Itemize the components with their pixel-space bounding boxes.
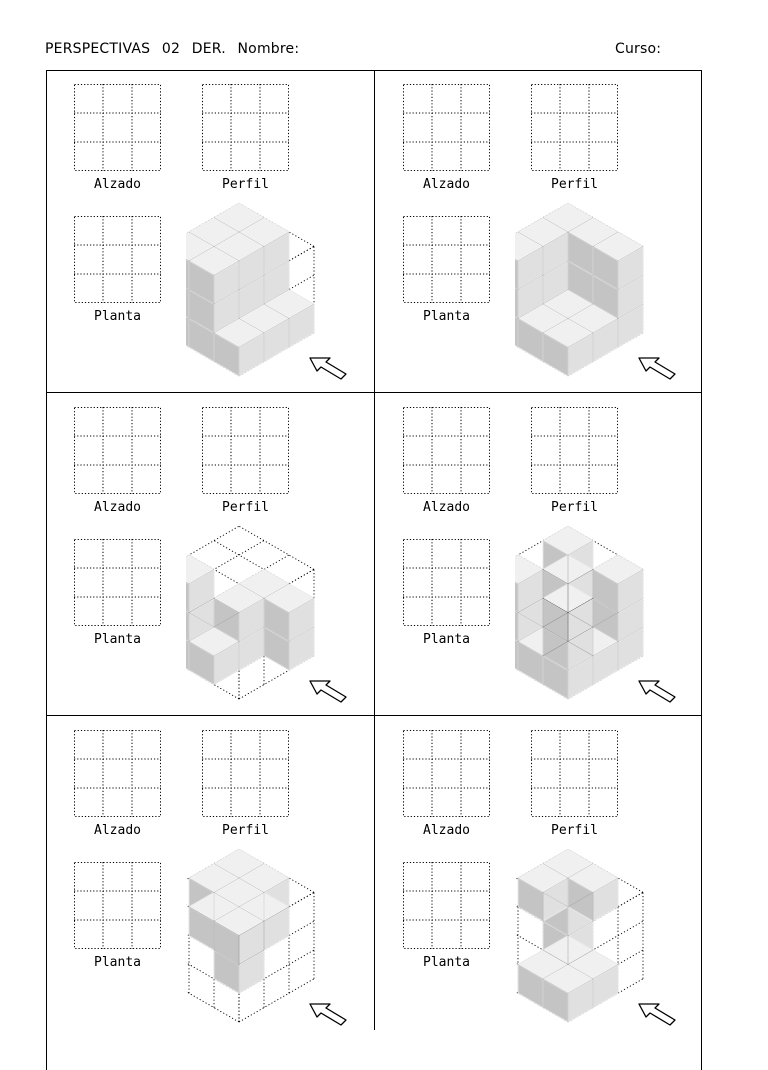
elevation-grid[interactable]: [403, 730, 490, 817]
profile-grid[interactable]: [531, 407, 618, 494]
plan-grid[interactable]: [403, 862, 490, 949]
profile-label: Perfil: [551, 823, 598, 838]
plan-grid[interactable]: [403, 539, 490, 626]
elevation-grid[interactable]: [403, 84, 490, 171]
viewing-direction-arrow-icon: [308, 677, 348, 707]
viewing-direction-arrow-icon: [637, 1000, 677, 1030]
plan-label: Planta: [423, 309, 470, 324]
profile-label: Perfil: [222, 177, 269, 192]
profile-grid[interactable]: [202, 84, 289, 171]
viewing-direction-arrow-icon: [637, 354, 677, 384]
exercise-cell: [375, 393, 703, 715]
viewing-direction-arrow-icon: [637, 677, 677, 707]
sheet-number: 02: [161, 41, 181, 57]
profile-label: Perfil: [551, 177, 598, 192]
elevation-label: Alzado: [94, 823, 141, 838]
exercise-cell: [375, 70, 703, 392]
elevation-label: Alzado: [94, 177, 141, 192]
plan-label: Planta: [423, 632, 470, 647]
plan-label: Planta: [94, 309, 141, 324]
sheet-side: DER.: [191, 41, 226, 57]
elevation-label: Alzado: [423, 500, 470, 515]
profile-grid[interactable]: [531, 84, 618, 171]
viewing-direction-arrow-icon: [308, 1000, 348, 1030]
profile-grid[interactable]: [531, 730, 618, 817]
page-header-left: [45, 41, 306, 57]
exercise-cell: [46, 716, 374, 1038]
elevation-grid[interactable]: [74, 730, 161, 817]
profile-label: Perfil: [222, 823, 269, 838]
elevation-label: Alzado: [423, 823, 470, 838]
viewing-direction-arrow-icon: [308, 354, 348, 384]
plan-grid[interactable]: [74, 862, 161, 949]
elevation-grid[interactable]: [74, 84, 161, 171]
plan-label: Planta: [423, 955, 470, 970]
profile-label: Perfil: [222, 500, 269, 515]
exercise-cell: [46, 393, 374, 715]
elevation-grid[interactable]: [403, 407, 490, 494]
sheet-title: PERSPECTIVAS: [45, 41, 151, 57]
profile-label: Perfil: [551, 500, 598, 515]
profile-grid[interactable]: [202, 407, 289, 494]
elevation-grid[interactable]: [74, 407, 161, 494]
plan-label: Planta: [94, 955, 141, 970]
exercise-cell: [375, 716, 703, 1038]
profile-grid[interactable]: [202, 730, 289, 817]
elevation-label: Alzado: [423, 177, 470, 192]
plan-grid[interactable]: [74, 216, 161, 303]
plan-grid[interactable]: [403, 216, 490, 303]
name-label: Nombre:: [237, 41, 300, 57]
plan-label: Planta: [94, 632, 141, 647]
course-label: Curso:: [615, 41, 662, 57]
exercise-cell: [46, 70, 374, 392]
elevation-label: Alzado: [94, 500, 141, 515]
plan-grid[interactable]: [74, 539, 161, 626]
